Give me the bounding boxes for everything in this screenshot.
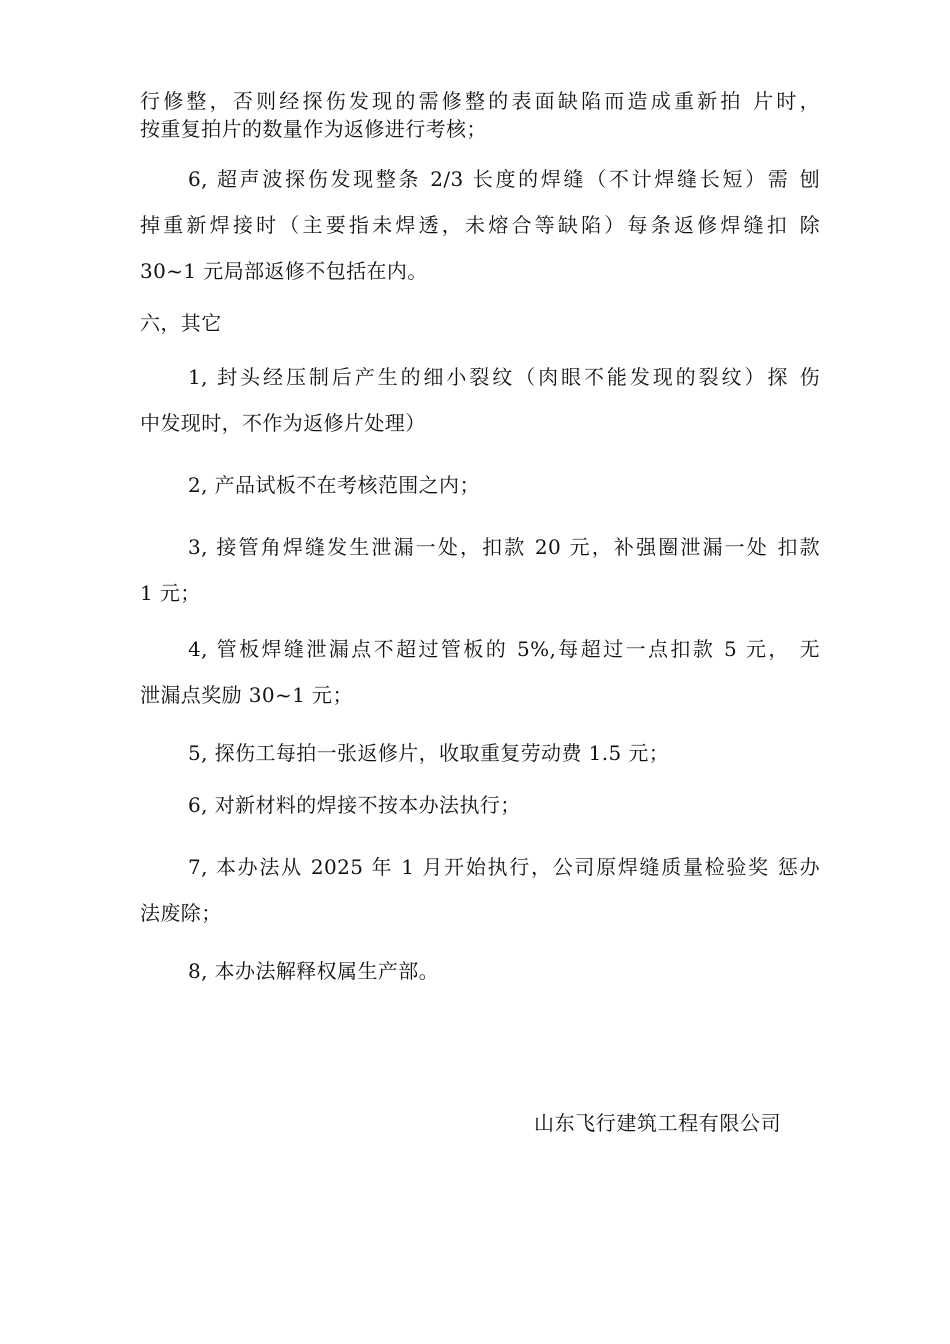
paragraph-line: 2, 产品试板不在考核范围之内；	[188, 473, 480, 497]
paragraph-line: 中发现时，不作为返修片处理）	[140, 411, 426, 435]
paragraph-line: 泄漏点奖励 30~1 元；	[140, 683, 353, 707]
paragraph-line: 30~1 元局部返修不包括在内。	[140, 259, 428, 283]
paragraph-line: 行修整，否则经探伤发现的需修整的表面缺陷而造成重新拍 片时，	[140, 89, 820, 113]
paragraph-line: 6, 超声波探伤发现整条 2/3 长度的焊缝（不计焊缝长短）需 刨	[188, 167, 820, 191]
paragraph-line: 1, 封头经压制后产生的细小裂纹（肉眼不能发现的裂纹）探 伤	[188, 365, 820, 389]
paragraph-line: 6, 对新材料的焊接不按本办法执行；	[188, 793, 521, 817]
company-signature: 山东飞行建筑工程有限公司	[534, 1111, 782, 1135]
paragraph-line: 4, 管板焊缝泄漏点不超过管板的 5%,每超过一点扣款 5 元， 无	[188, 637, 820, 661]
paragraph-line: 5, 探伤工每拍一张返修片，收取重复劳动费 1.5 元；	[188, 741, 670, 765]
section-heading: 六，其它	[140, 311, 222, 335]
paragraph-line: 法废除；	[140, 901, 222, 925]
paragraph-line: 1 元；	[140, 581, 201, 605]
paragraph-line: 8, 本办法解释权属生产部。	[188, 959, 440, 983]
paragraph-line: 7, 本办法从 2025 年 1 月开始执行，公司原焊缝质量检验奖 惩办	[188, 855, 820, 879]
paragraph-line: 3, 接管角焊缝发生泄漏一处，扣款 20 元，补强圈泄漏一处 扣款	[188, 535, 820, 559]
paragraph-line: 掉重新焊接时（主要指未焊透，未熔合等缺陷）每条返修焊缝扣 除	[140, 213, 820, 237]
paragraph-line: 按重复拍片的数量作为返修进行考核；	[140, 117, 487, 141]
